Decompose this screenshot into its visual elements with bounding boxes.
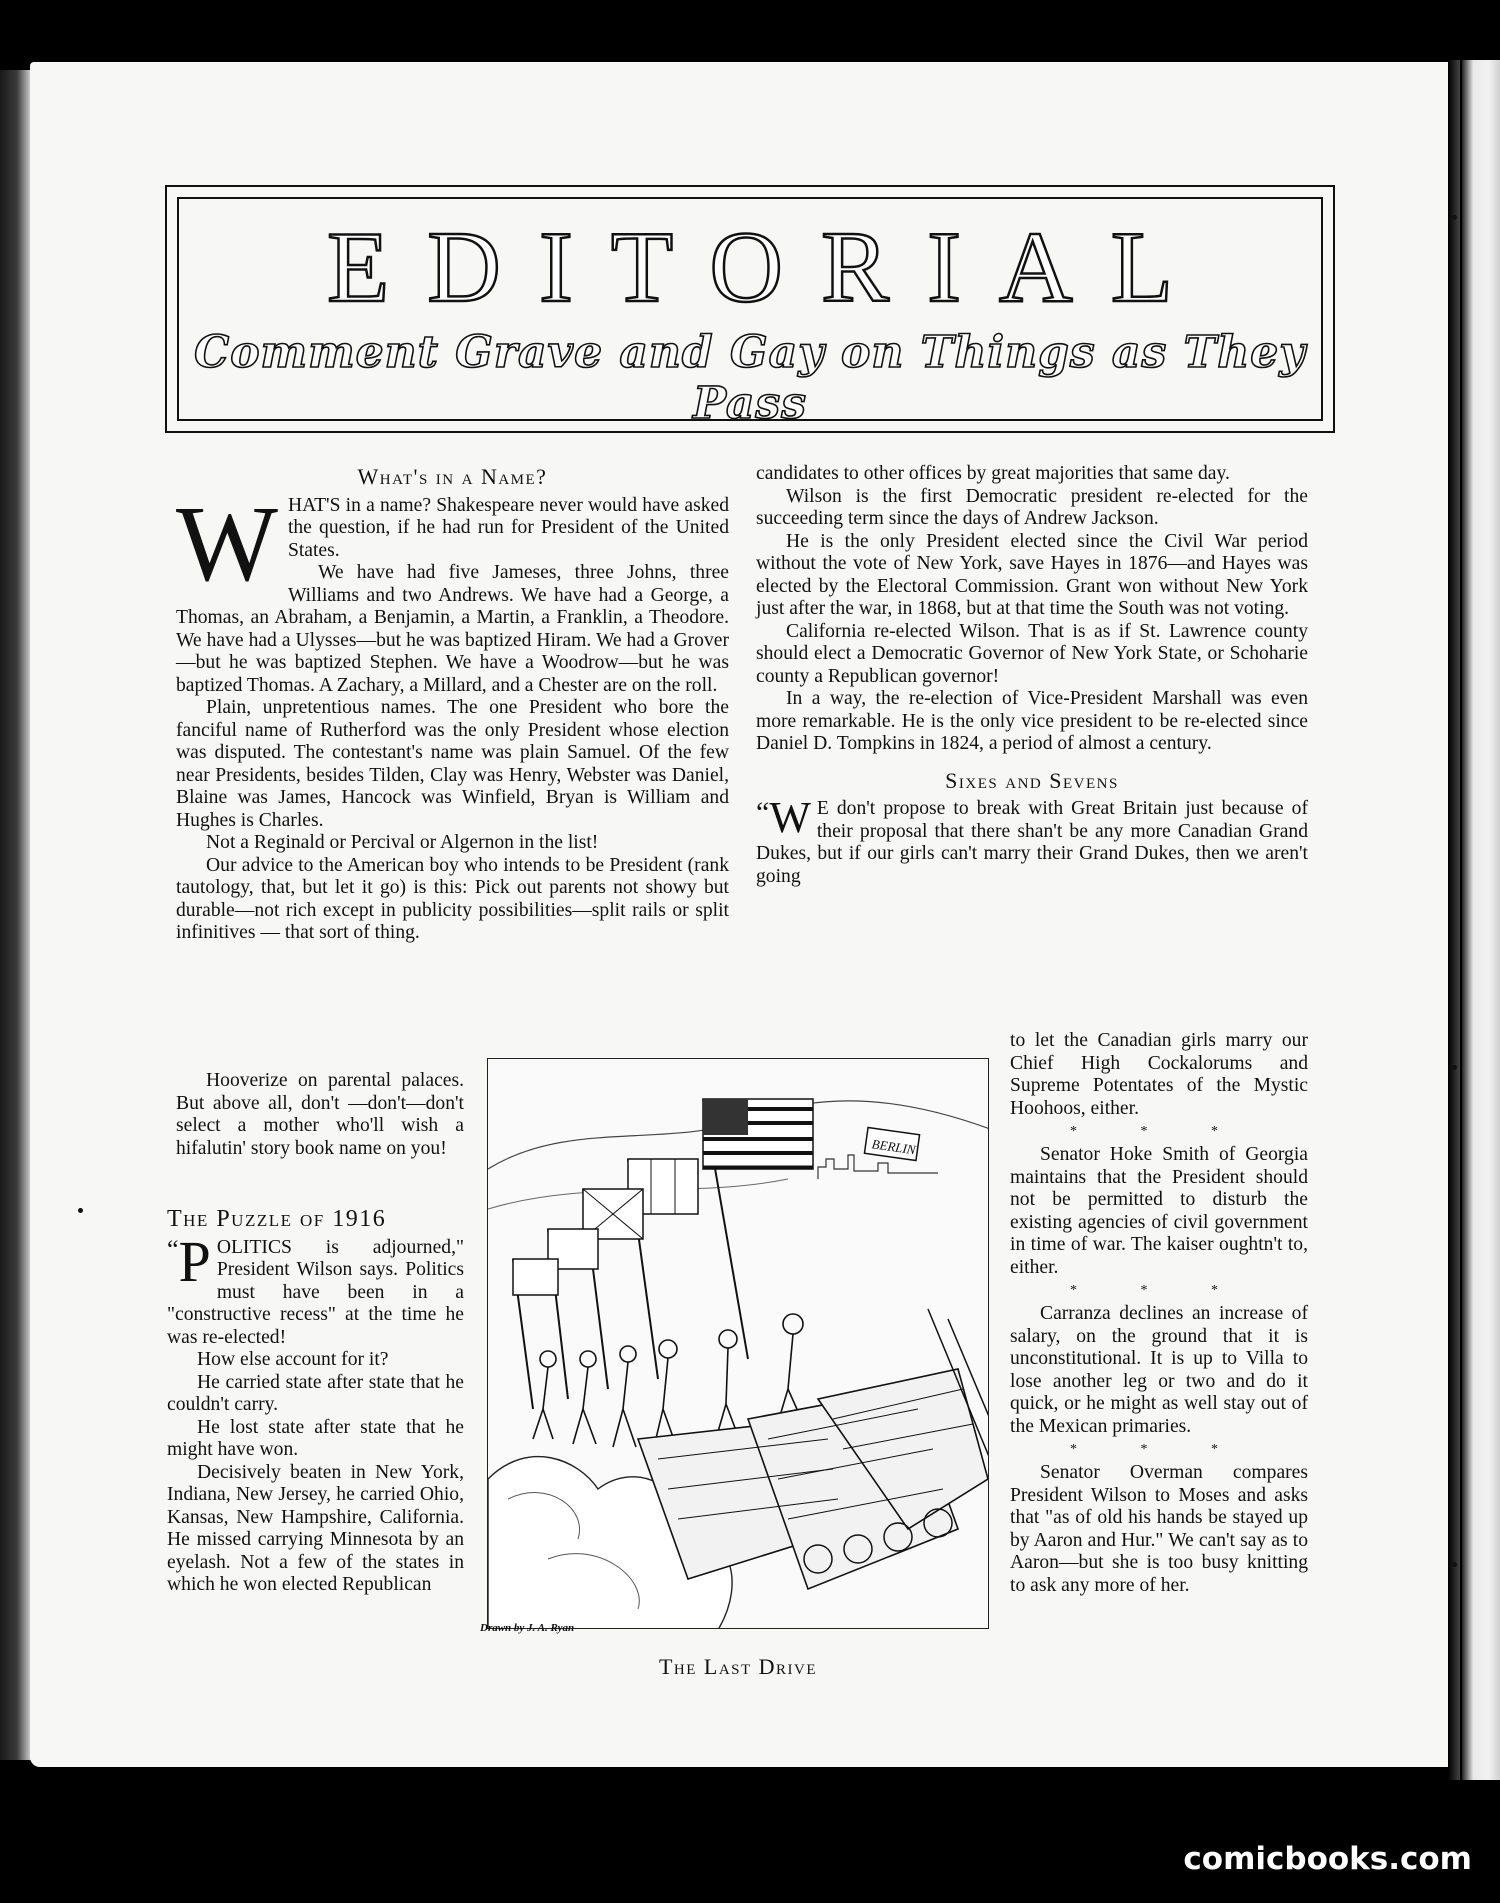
paragraph: Senator Hoke Smith of Georgia maintains that the President should not be permitted to disturb the existing agencies of civil government in time of war. The kaiser oughtn't to, either. [1010,1144,1308,1278]
column-3 [1010,1030,1308,1597]
banner-title: EDITORIAL [326,211,1212,324]
column-1-puzzle [167,1208,464,1597]
berlin-sign-text: BERLIN [870,1136,917,1158]
book-spine [1448,60,1460,1780]
dropcap-p: P [178,1228,211,1294]
paragraph: He is the only President elected since the Civil War period without the vote of New York, save Hayes in 1876—and Hayes was elected by the Electoral Commission. Grant won without New York just after the war, in 1868, but at that time the South was not voting. [756,530,1308,619]
paragraph: candidates to other offices by great majorities that same day. [756,463,1230,484]
illustration-credit: Drawn by J. A. Ryan [480,1622,575,1634]
heading-puzzle-of-1916: The Puzzle of 1916 [167,1206,387,1232]
paragraph: Plain, unpretentious names. The one President who bore the fanciful name of Rutherford was the only President whose election was disputed. The contestant's name was plain Samuel. Of the few near Presidents, besides Tilden, Clay was Henry, Webster was Daniel, Blaine was James, Hancock was Winfield, Bryan is William and Hughes is Charles. [176,697,729,831]
paragraph: OLITICS is adjourned," President Wilson says. Politics must have been in a "constructive recess" at the time he was re-elected! [167,1236,464,1348]
paragraph: Hooverize on parental palaces. But above all, don't —don't—don't select a mother who'll wish a hifalutin' story book name on you! [176,1070,464,1159]
heading-sixes-and-sevens: Sixes and Sevens [945,767,1119,793]
illustration-caption: The Last Drive [658,1654,818,1679]
paragraph: Senator Overman compares President Wilson to Moses and asks that "as of old his hands be stayed up by Aaron and Hur." We can't say as to Aaron—but she is too busy knitting to ask any more of her. [1010,1462,1308,1596]
paragraph: We have had five Jameses, three Johns, three Williams and two Andrews. We have had a George, a Thomas, an Abraham, a Benjamin, a Martin, a Franklin, a Theodore. We have had a Ulysses—but he was baptized Hiram. We had a Grover—but he was baptized Stephen. We have a Woodrow—but he was baptized Thomas. A Zachary, a Millard, and a Chester are on the roll. [176,562,729,696]
paragraph: How else account for it? [197,1349,389,1370]
scan-speck [1452,1562,1457,1567]
scan-speck [1452,215,1457,220]
scan-speck [78,1208,83,1213]
heading-whats-in-a-name: What's in a Name? [357,464,548,489]
open-quote: “ [167,1234,179,1264]
dropcap-w-small: W [769,793,811,842]
paragraph: California re-elected Wilson. That is as if St. Lawrence county should elect a Democratic Governor of New York State, or Schoharie county a Republican governor! [756,620,1308,687]
paragraph: In a way, the re-election of Vice-President Marshall was even more remarkable. He is the only vice president to be re-elected since Daniel D. Tompkins in 1824, a period of almost a century. [756,688,1308,754]
scan-speck [1452,1065,1457,1070]
column-1 [176,466,729,945]
section-stars: * * * [1070,1283,1248,1298]
section-stars: * * * [1070,1442,1248,1457]
column-2 [756,463,1308,888]
paragraph: E don't propose to break with Great Britain just because of their proposal that there shan't be any more Canadian Grand Dukes, but if our girls can't marry their Grand Dukes, then we aren't going [756,798,1308,887]
cartoon-drawing [488,1059,989,1629]
open-quote: “ [756,796,770,829]
paragraph: Decisively beaten in New York, Indiana, New Jersey, he carried Ohio, Kansas, New Hampshire, California. He missed carrying Minnesota by an eyelash. Not a few of the states in which he won elected Republican [167,1461,464,1595]
cartoon-illustration [487,1058,989,1629]
paragraph: to let the Canadian girls marry our Chief High Cockalorums and Supreme Potentates of the Mystic Hoohoos, either. [1010,1030,1308,1119]
paragraph: Not a Reginald or Percival or Algernon in the list! [206,832,599,853]
column-1-lower [176,1070,464,1160]
paragraph: Wilson is the first Democratic president re-elected for the succeeding term since the days of Andrew Jackson. [756,485,1308,529]
paragraph: Carranza declines an increase of salary, on the ground that it is unconstitutional. It is up to Villa to lose another leg or two and do it quick, or he might as well stay out of the Mexican primaries. [1010,1303,1308,1437]
editorial-banner [165,185,1335,433]
paragraph: HAT'S in a name? Shakespeare never would have asked the question, if he had run for President of the United States. [287,494,729,561]
paragraph: Our advice to the American boy who intends to be President (rank tautology, that, but let it go) is this: Pick out parents not showy but durable—not rich except in publicity possibilities—split rails or split infinitives — that sort of thing. [176,854,729,943]
watermark: comicbooks.com [1183,1841,1472,1877]
scan-right-edge [1462,60,1500,1780]
paragraph: He lost state after state that he might have won. [167,1416,464,1460]
paragraph: He carried state after state that he couldn't carry. [167,1371,464,1415]
section-stars: * * * [1070,1124,1248,1139]
dropcap-w: W [176,484,278,604]
banner-subtitle: Comment Grave and Gay on Things as They Pass [194,327,1306,429]
